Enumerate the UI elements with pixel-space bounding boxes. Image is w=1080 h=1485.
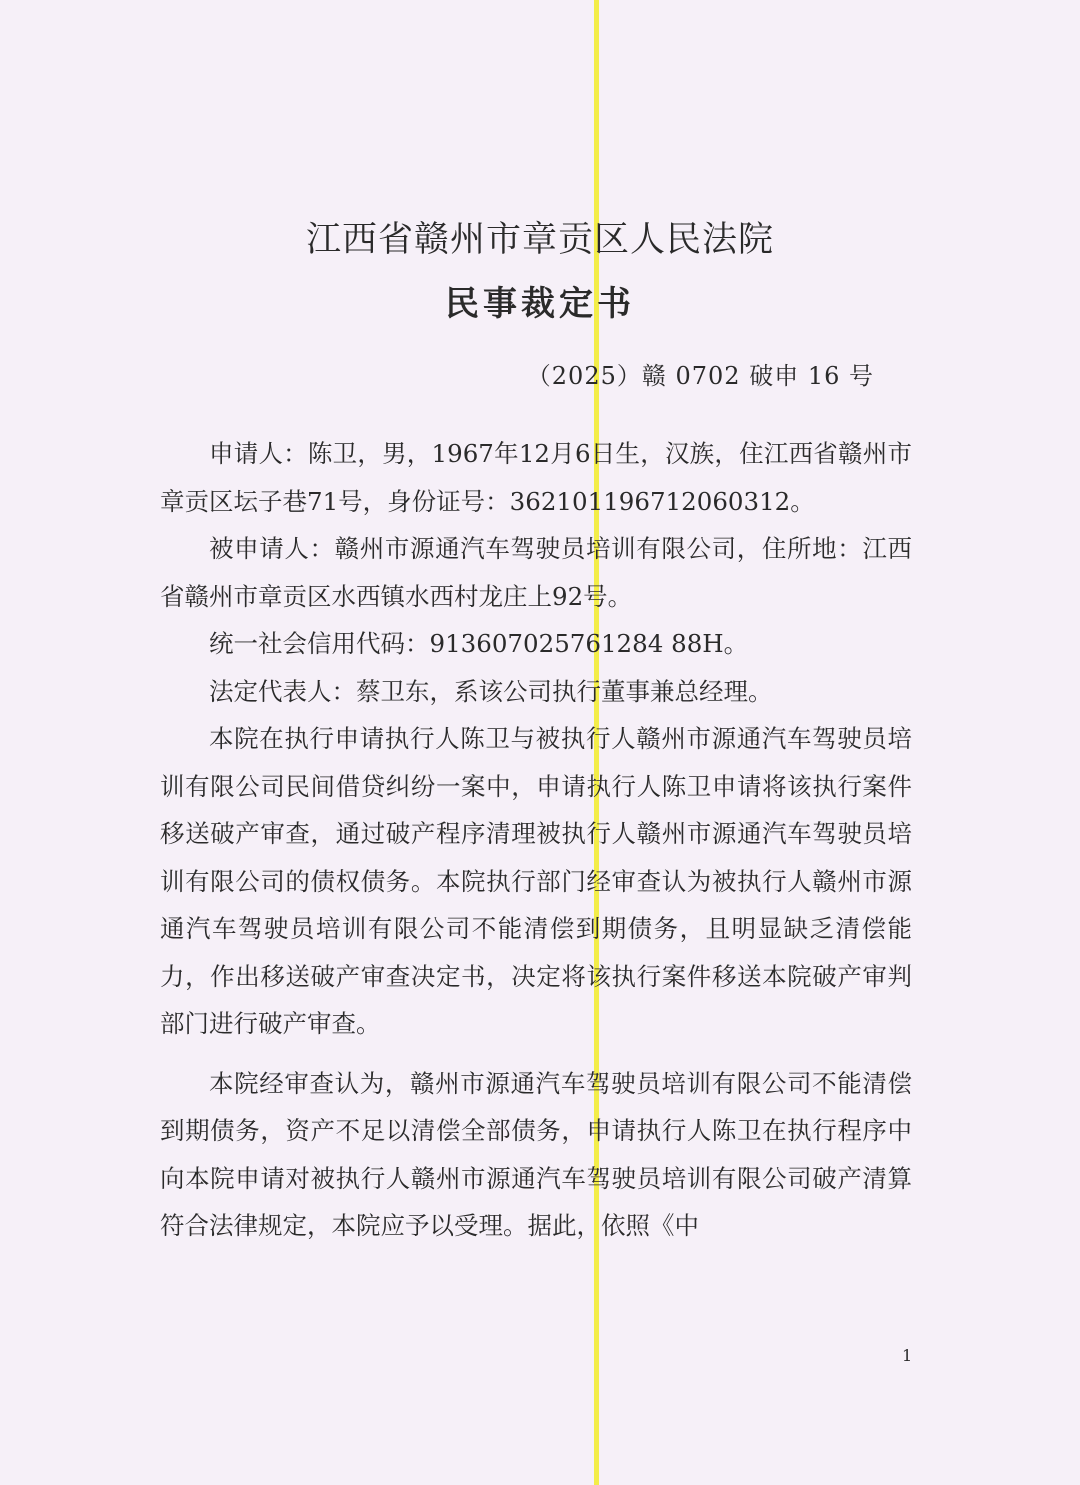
court-name: 江西省赣州市章贡区人民法院 [305, 220, 774, 260]
case-number: （2025）赣 0702 破申 16 号 [526, 362, 874, 390]
document-title: 民事裁定书 [445, 284, 635, 324]
case-background-paragraph: 本院在执行申请执行人陈卫与被执行人赣州市源通汽车驾驶员培训有限公司民间借贷纠纷一案中，申请执行人陈卫申请将该执行案件移送破产审查，通过破产程序清理被执行人赣州市源通汽车驾驶员培训有限公司的债权债务。本院执行部门经审查认为被执行人赣州市源通汽车驾驶员培训有限公司不能清偿到期债务，且明显缺乏清偿能力，作出移送破产审查决定书，决定将该执行案件移送本院破产审判部门进行破产审查。 [160, 724, 912, 1038]
legal-representative-paragraph: 法定代表人：蔡卫东，系该公司执行董事兼总经理。 [209, 676, 773, 706]
credit-code-paragraph: 统一社会信用代码：913607025761284 88H。 [209, 629, 749, 658]
respondent-paragraph: 被申请人：赣州市源通汽车驾驶员培训有限公司，住所地：江西省赣州市章贡区水西镇水西村龙庄上92号。 [160, 534, 912, 611]
document-body [160, 430, 912, 1250]
page-number: 1 [902, 1346, 913, 1365]
applicant-paragraph: 申请人：陈卫，男，1967年12月6日生，汉族，住江西省赣州市章贡区坛子巷71号，身份证号：362101196712060312。 [160, 439, 912, 516]
court-finding-paragraph: 本院经审查认为，赣州市源通汽车驾驶员培训有限公司不能清偿到期债务，资产不足以清偿全部债务，申请执行人陈卫在执行程序中向本院申请对被执行人赣州市源通汽车驾驶员培训有限公司破产清算符合法律规定，本院应予以受理。据此，依照《中 [160, 1068, 912, 1240]
